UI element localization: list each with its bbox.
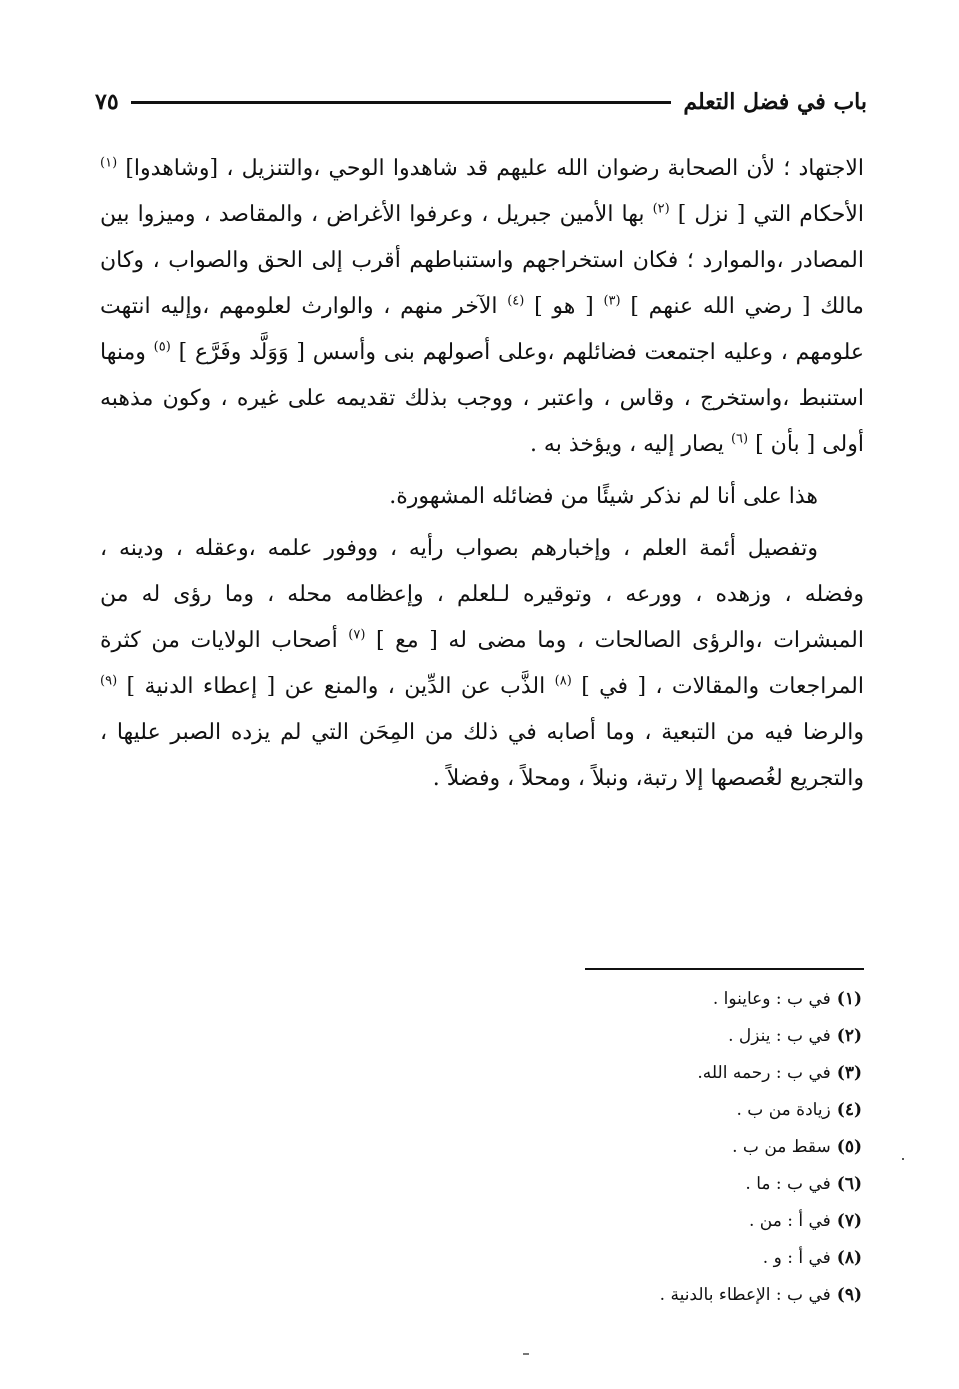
footnote-text: في ب : وعاينوا . <box>712 989 831 1009</box>
footnote-number: (٥) <box>836 1137 862 1157</box>
text-run: وتفصيل أئمة العلم ، وإخبارهم بصواب رأيه ، ووفور علمه ،وعقله ، ودينه ، وفضله ، وزهده ، وورعه ، وتوقيره لـلعلم ، وإعظامه محله ، وما رؤى له من المبشرات ،والرؤى الصالحات ، وما مضى له [ مع ] <box>100 536 864 653</box>
footnote-ref-6: (٦) <box>730 431 749 447</box>
footnote-text: زيادة من ب . <box>736 1100 831 1120</box>
scan-speck <box>902 1158 904 1160</box>
chapter-title: باب في فضل التعلم <box>683 89 867 115</box>
footnote-number: (٧) <box>836 1211 862 1231</box>
footnote-text: في ب : ينزل . <box>728 1026 831 1046</box>
text-run: ومنها استنبط ،واستخرج ، وقاس ، واعتبر ، ووجب بذلك تقديمه على غيره ، وكون مذهبه أولى [ بأن ] <box>100 340 864 457</box>
text-run: بها الأمين جبريل ، وعرفوا الأغراض ، والمقاصد ، وميزوا بين المصادر ،والموارد ؛ فكان استخراجهم واستنباطهم أقرب إلى الحق والصواب ، وكان مالك [ رضي الله عنهم ] <box>100 202 864 319</box>
footnotes <box>300 981 862 1314</box>
footnote-number: (٢) <box>836 1026 862 1046</box>
footnote-text: في أ : من . <box>748 1211 831 1231</box>
footnote-ref-1: (١) <box>100 155 118 171</box>
footnote-text: في ب : رحمه الله. <box>697 1063 831 1083</box>
footnote-ref-2: (٢) <box>652 201 670 217</box>
footnote-text: في أ : و . <box>762 1248 831 1268</box>
footnote-5 <box>300 1129 862 1166</box>
text-run: والرضا فيه من التبعية ، وما أصابه في ذلك من المِحَن التي لم يزده الصبر عليها ، والتجريع لغُصصها إلا رتبة، ونبلاً ، ومحلاً ، وفضلاً . <box>100 720 864 791</box>
footnote-number: (٦) <box>836 1174 862 1194</box>
text-run: يصار إليه ، ويؤخذ به . <box>529 432 724 457</box>
footnote-ref-7: (٧) <box>348 627 366 643</box>
footnote-8 <box>300 1240 862 1277</box>
footnote-7 <box>300 1203 862 1240</box>
page-number: ٧٥ <box>95 89 119 115</box>
text-run: الآخر منهم ، والوارث لعلومهم ،وإليه انتهت علومهم ، وعليه اجتمعت فضائلهم ،وعلى أصولهم بنى وأسس [ وَوَلَّد وفَرَّع ] <box>100 294 865 365</box>
footnote-number: (٣) <box>836 1063 862 1083</box>
footnote-number: (١) <box>836 989 862 1009</box>
footnote-text: سقط من ب . <box>732 1137 831 1157</box>
footnote-3 <box>300 1055 862 1092</box>
paragraph-1 <box>100 146 864 468</box>
header-rule <box>131 101 672 104</box>
text-run: أصحاب الولايات من كثرة المراجعات والمقالات ، [ في ] <box>100 628 864 699</box>
running-head <box>95 84 867 120</box>
paragraph-2: هذا على أنا لم نذكر شيئًا من فضائله المشهورة. <box>389 484 818 509</box>
paragraph-3 <box>100 526 864 802</box>
text-run: الذَّب عن الدِّين ، والمنع عن [ إعطاء الدنية ] <box>126 674 546 699</box>
main-text <box>100 146 864 802</box>
footnote-separator <box>585 968 864 970</box>
text-run: [ هو ] <box>534 294 594 319</box>
footnote-text: في ب : ما . <box>745 1174 831 1194</box>
text-run: الأحكام التي [ نزل ] <box>677 202 864 227</box>
footnote-ref-5: (٥) <box>153 339 171 355</box>
footnote-ref-4: (٤) <box>507 293 525 309</box>
footnote-1 <box>300 981 862 1018</box>
footnote-ref-8: (٨) <box>554 673 572 689</box>
footnote-number: (٩) <box>836 1285 862 1305</box>
footnote-number: (٨) <box>836 1248 862 1268</box>
footnote-ref-3: (٣) <box>603 293 621 309</box>
footnote-4 <box>300 1092 862 1129</box>
text-run: الاجتهاد ؛ لأن الصحابة رضوان الله عليهم قد شاهدوا الوحي ،والتنزيل ، [وشاهدوا] <box>125 156 864 181</box>
footnote-number: (٤) <box>836 1100 862 1120</box>
footnote-2 <box>300 1018 862 1055</box>
footnote-text: في ب : الإعطاء بالدنية . <box>659 1285 831 1305</box>
footnote-ref-9: (٩) <box>100 673 118 689</box>
footnote-9 <box>300 1277 862 1314</box>
footnote-6 <box>300 1166 862 1203</box>
scan-speck <box>523 1353 529 1355</box>
